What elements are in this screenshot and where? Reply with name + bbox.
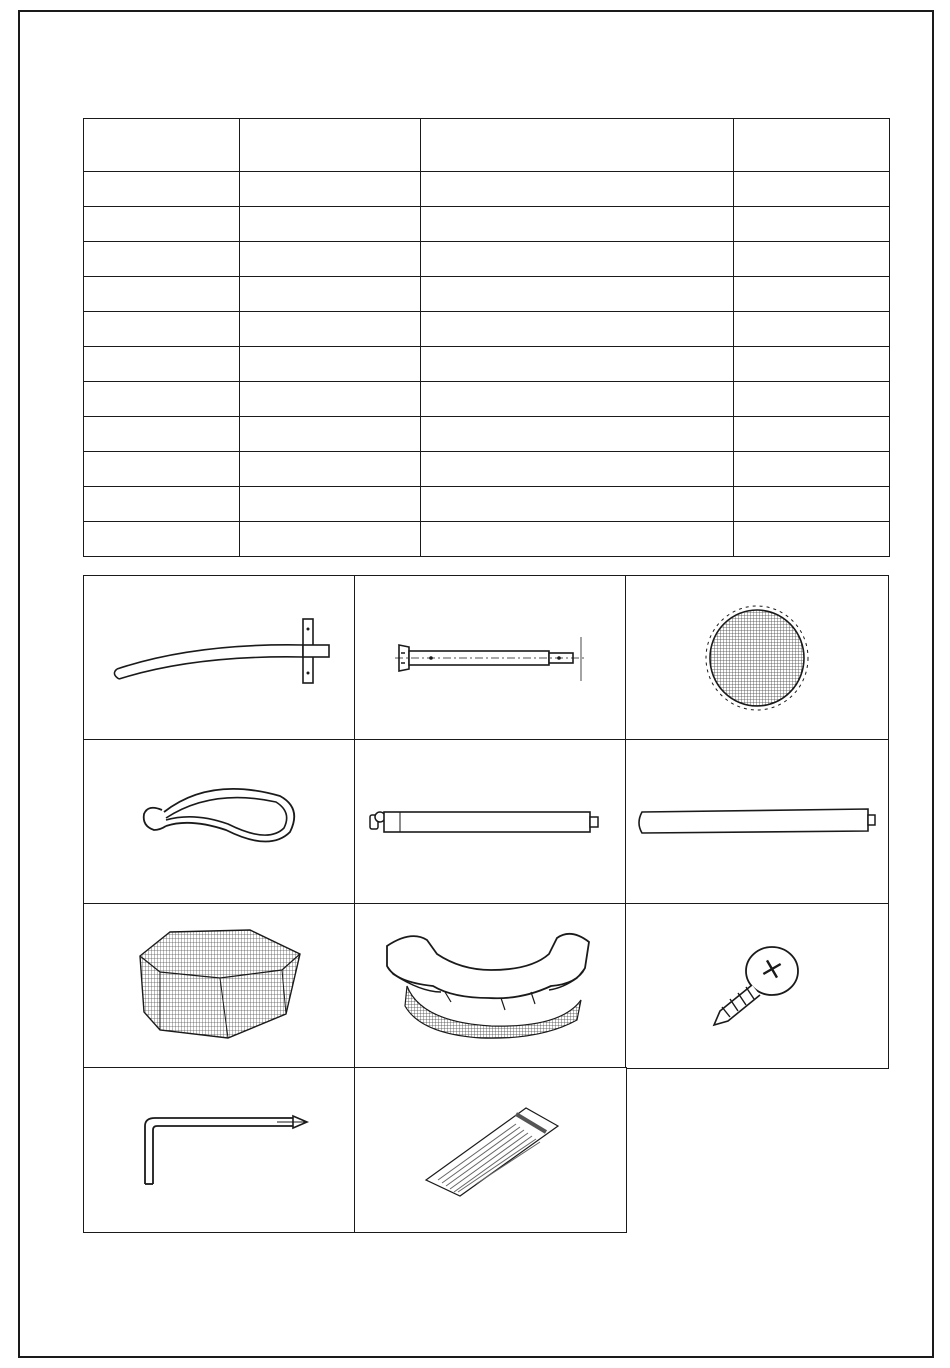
table-cell bbox=[421, 347, 734, 382]
table-cell bbox=[240, 172, 421, 207]
table-cell bbox=[240, 452, 421, 487]
table-cell bbox=[734, 347, 890, 382]
elastic-band-icon bbox=[130, 782, 310, 862]
table-cell bbox=[421, 277, 734, 312]
part-cell bbox=[83, 739, 356, 905]
table-cell bbox=[734, 277, 890, 312]
bottom-tube-icon bbox=[632, 797, 882, 847]
table-cell bbox=[734, 522, 890, 557]
table-cell bbox=[84, 312, 240, 347]
table-cell bbox=[84, 207, 240, 242]
table-cell bbox=[240, 242, 421, 277]
table-row bbox=[84, 172, 890, 207]
table-cell bbox=[84, 347, 240, 382]
table-cell bbox=[734, 312, 890, 347]
table-cell bbox=[421, 487, 734, 522]
table-cell bbox=[240, 312, 421, 347]
table-row bbox=[84, 522, 890, 557]
table-cell bbox=[240, 277, 421, 312]
table-cell bbox=[734, 382, 890, 417]
header-cell bbox=[84, 119, 240, 172]
part-cell bbox=[83, 575, 356, 741]
table-cell bbox=[734, 417, 890, 452]
manual-booklet-icon bbox=[416, 1100, 566, 1200]
table-row bbox=[84, 277, 890, 312]
table-cell bbox=[734, 207, 890, 242]
table-cell bbox=[421, 417, 734, 452]
header-cell bbox=[421, 119, 734, 172]
table-cell bbox=[734, 172, 890, 207]
table-header-row bbox=[84, 119, 890, 172]
table-row bbox=[84, 242, 890, 277]
part-cell bbox=[354, 739, 627, 905]
table-row bbox=[84, 312, 890, 347]
top-tube-icon bbox=[366, 797, 616, 847]
table-cell bbox=[421, 207, 734, 242]
table-cell bbox=[421, 452, 734, 487]
part-cell bbox=[83, 1067, 356, 1233]
table-cell bbox=[240, 417, 421, 452]
table-cell bbox=[240, 207, 421, 242]
table-cell bbox=[421, 312, 734, 347]
table-cell bbox=[421, 242, 734, 277]
safety-net-icon bbox=[130, 926, 310, 1046]
curved-enclosure-pole-icon bbox=[105, 613, 335, 703]
part-cell bbox=[354, 1067, 627, 1233]
frame-pad-icon bbox=[381, 926, 601, 1046]
table-row bbox=[84, 452, 890, 487]
table-cell bbox=[84, 382, 240, 417]
table-cell bbox=[84, 277, 240, 312]
jump-mat-icon bbox=[702, 603, 812, 713]
table-cell bbox=[84, 452, 240, 487]
table-cell bbox=[421, 172, 734, 207]
table-row bbox=[84, 417, 890, 452]
table-cell bbox=[84, 172, 240, 207]
table-cell bbox=[734, 452, 890, 487]
table-row bbox=[84, 382, 890, 417]
table-cell bbox=[84, 487, 240, 522]
table-cell bbox=[84, 417, 240, 452]
table-row bbox=[84, 207, 890, 242]
table-row bbox=[84, 487, 890, 522]
parts-illustration-grid bbox=[83, 575, 889, 1233]
table-cell bbox=[421, 382, 734, 417]
table-cell bbox=[240, 382, 421, 417]
table-cell bbox=[240, 522, 421, 557]
table-cell bbox=[734, 487, 890, 522]
part-cell bbox=[83, 903, 356, 1069]
part-cell bbox=[354, 575, 627, 741]
part-cell bbox=[625, 903, 889, 1069]
table-cell bbox=[421, 522, 734, 557]
table-cell bbox=[84, 522, 240, 557]
table-cell bbox=[84, 242, 240, 277]
table-cell bbox=[734, 242, 890, 277]
parts-table bbox=[83, 118, 890, 557]
part-cell bbox=[354, 903, 627, 1069]
screw-icon bbox=[702, 941, 812, 1031]
header-cell bbox=[240, 119, 421, 172]
part-cell bbox=[625, 739, 889, 905]
hex-wrench-icon bbox=[125, 1110, 315, 1190]
part-cell bbox=[625, 575, 889, 741]
table-row bbox=[84, 347, 890, 382]
header-cell bbox=[734, 119, 890, 172]
leg-tube-icon bbox=[391, 623, 591, 693]
table-cell bbox=[240, 347, 421, 382]
table-cell bbox=[240, 487, 421, 522]
